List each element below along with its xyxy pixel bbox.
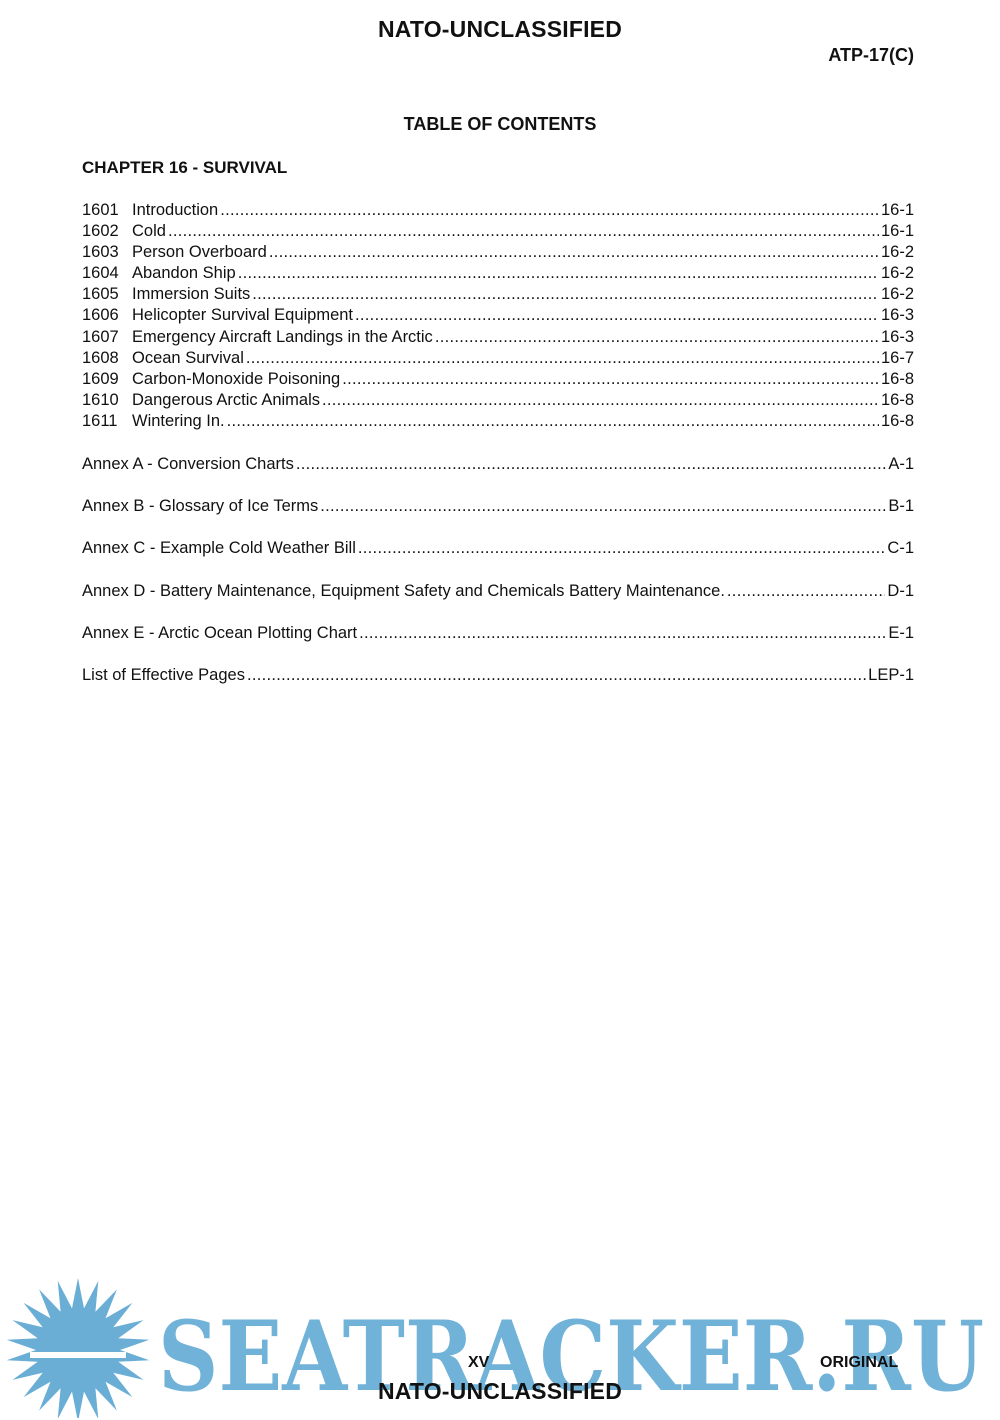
section-number: 1603	[82, 243, 119, 262]
dot-leader	[727, 581, 885, 602]
annex-title: Annex B - Glossary of Ice Terms	[82, 497, 319, 516]
dot-leader	[168, 221, 879, 242]
page-reference: D-1	[887, 581, 914, 600]
page-reference: C-1	[887, 539, 914, 558]
dot-leader	[238, 263, 879, 284]
dot-leader	[320, 496, 886, 517]
page-reference: 16-1	[880, 222, 914, 241]
dot-leader	[220, 200, 879, 221]
toc-entry[interactable]	[82, 348, 914, 369]
page-reference: 16-2	[880, 285, 914, 304]
section-title: Ocean Survival	[132, 348, 244, 367]
footer-status: ORIGINAL	[820, 1354, 899, 1371]
page-reference: B-1	[888, 497, 914, 516]
dot-leader	[247, 665, 866, 686]
dot-leader	[227, 411, 879, 432]
section-title: Emergency Aircraft Landings in the Arctic	[132, 327, 433, 346]
dot-leader	[359, 623, 886, 644]
toc-entry[interactable]	[82, 305, 914, 326]
classification-footer: NATO-UNCLASSIFIED	[377, 1378, 623, 1404]
section-title: Immersion Suits	[132, 285, 251, 304]
section-title: Introduction	[132, 201, 219, 219]
page-reference: 16-8	[880, 369, 914, 388]
section-number: 1605	[82, 285, 119, 304]
toc-entry[interactable]	[82, 390, 914, 411]
page-reference: 16-1	[880, 201, 914, 219]
dot-leader	[252, 284, 879, 305]
page-reference: 16-2	[880, 243, 914, 262]
section-number: 1610	[82, 390, 119, 409]
classification-header: NATO-UNCLASSIFIED	[377, 16, 623, 42]
document-number: ATP-17(C)	[828, 45, 914, 65]
toc-entry-list	[82, 200, 914, 432]
annex-entry[interactable]	[82, 665, 914, 707]
dot-leader	[269, 242, 879, 263]
dot-leader	[342, 369, 879, 390]
section-title: Dangerous Arctic Animals	[132, 390, 321, 409]
footer-page-number: XV	[468, 1354, 490, 1371]
section-number: 1606	[82, 306, 119, 325]
page-reference: E-1	[888, 623, 914, 642]
section-title: Person Overboard	[132, 243, 267, 262]
toc-entry[interactable]	[82, 284, 914, 305]
annex-entry[interactable]	[82, 538, 914, 580]
dot-leader	[355, 305, 879, 326]
page-reference: LEP-1	[868, 665, 914, 684]
page-reference: 16-8	[880, 411, 914, 430]
toc-entry[interactable]	[82, 263, 914, 284]
toc-entry[interactable]	[82, 369, 914, 390]
annex-list	[82, 454, 914, 707]
page-reference: 16-3	[880, 306, 914, 325]
annex-entry[interactable]	[82, 581, 914, 623]
section-title: Carbon-Monoxide Poisoning	[132, 369, 341, 388]
section-number: 1602	[82, 222, 119, 241]
annex-entry[interactable]	[82, 454, 914, 496]
annex-entry[interactable]	[82, 496, 914, 538]
section-number: 1608	[82, 348, 119, 367]
toc-entry[interactable]	[82, 327, 914, 348]
lep-title: List of Effective Pages	[82, 665, 245, 684]
dot-leader	[296, 454, 886, 475]
annex-title: Annex E - Arctic Ocean Plotting Chart	[82, 623, 358, 642]
toc-entry[interactable]	[82, 200, 914, 221]
toc-entry[interactable]	[82, 242, 914, 263]
annex-entry[interactable]	[82, 623, 914, 665]
toc-title: TABLE OF CONTENTS	[403, 114, 597, 134]
page-reference: 16-7	[880, 348, 914, 367]
section-number: 1609	[82, 369, 119, 388]
section-number: 1601	[82, 201, 119, 219]
dot-leader	[322, 390, 879, 411]
watermark-text: SEATRACKER.RU	[158, 1300, 984, 1413]
page-reference: A-1	[888, 455, 914, 473]
page-reference: 16-8	[880, 390, 914, 409]
annex-title: Annex C - Example Cold Weather Bill	[82, 539, 356, 558]
section-number: 1607	[82, 327, 119, 346]
page-reference: 16-2	[880, 264, 914, 283]
section-title: Helicopter Survival Equipment	[132, 306, 354, 325]
toc-entry[interactable]	[82, 411, 914, 432]
chapter-heading: CHAPTER 16 - SURVIVAL	[82, 158, 288, 177]
section-title: Wintering In.	[132, 411, 225, 430]
annex-title: Annex A - Conversion Charts	[82, 455, 294, 473]
dot-leader	[435, 327, 879, 348]
annex-title: Annex D - Battery Maintenance, Equipment Safety and Chemicals Battery Maintenance.	[82, 581, 725, 600]
toc-entry[interactable]	[82, 221, 914, 242]
sun-horizon-line	[30, 1352, 126, 1358]
dot-leader	[358, 538, 886, 559]
section-number: 1611	[82, 411, 118, 430]
section-number: 1604	[82, 264, 119, 283]
dot-leader	[246, 348, 879, 369]
section-title: Abandon Ship	[132, 264, 236, 283]
page-reference: 16-3	[880, 327, 914, 346]
section-title: Cold	[132, 222, 166, 241]
